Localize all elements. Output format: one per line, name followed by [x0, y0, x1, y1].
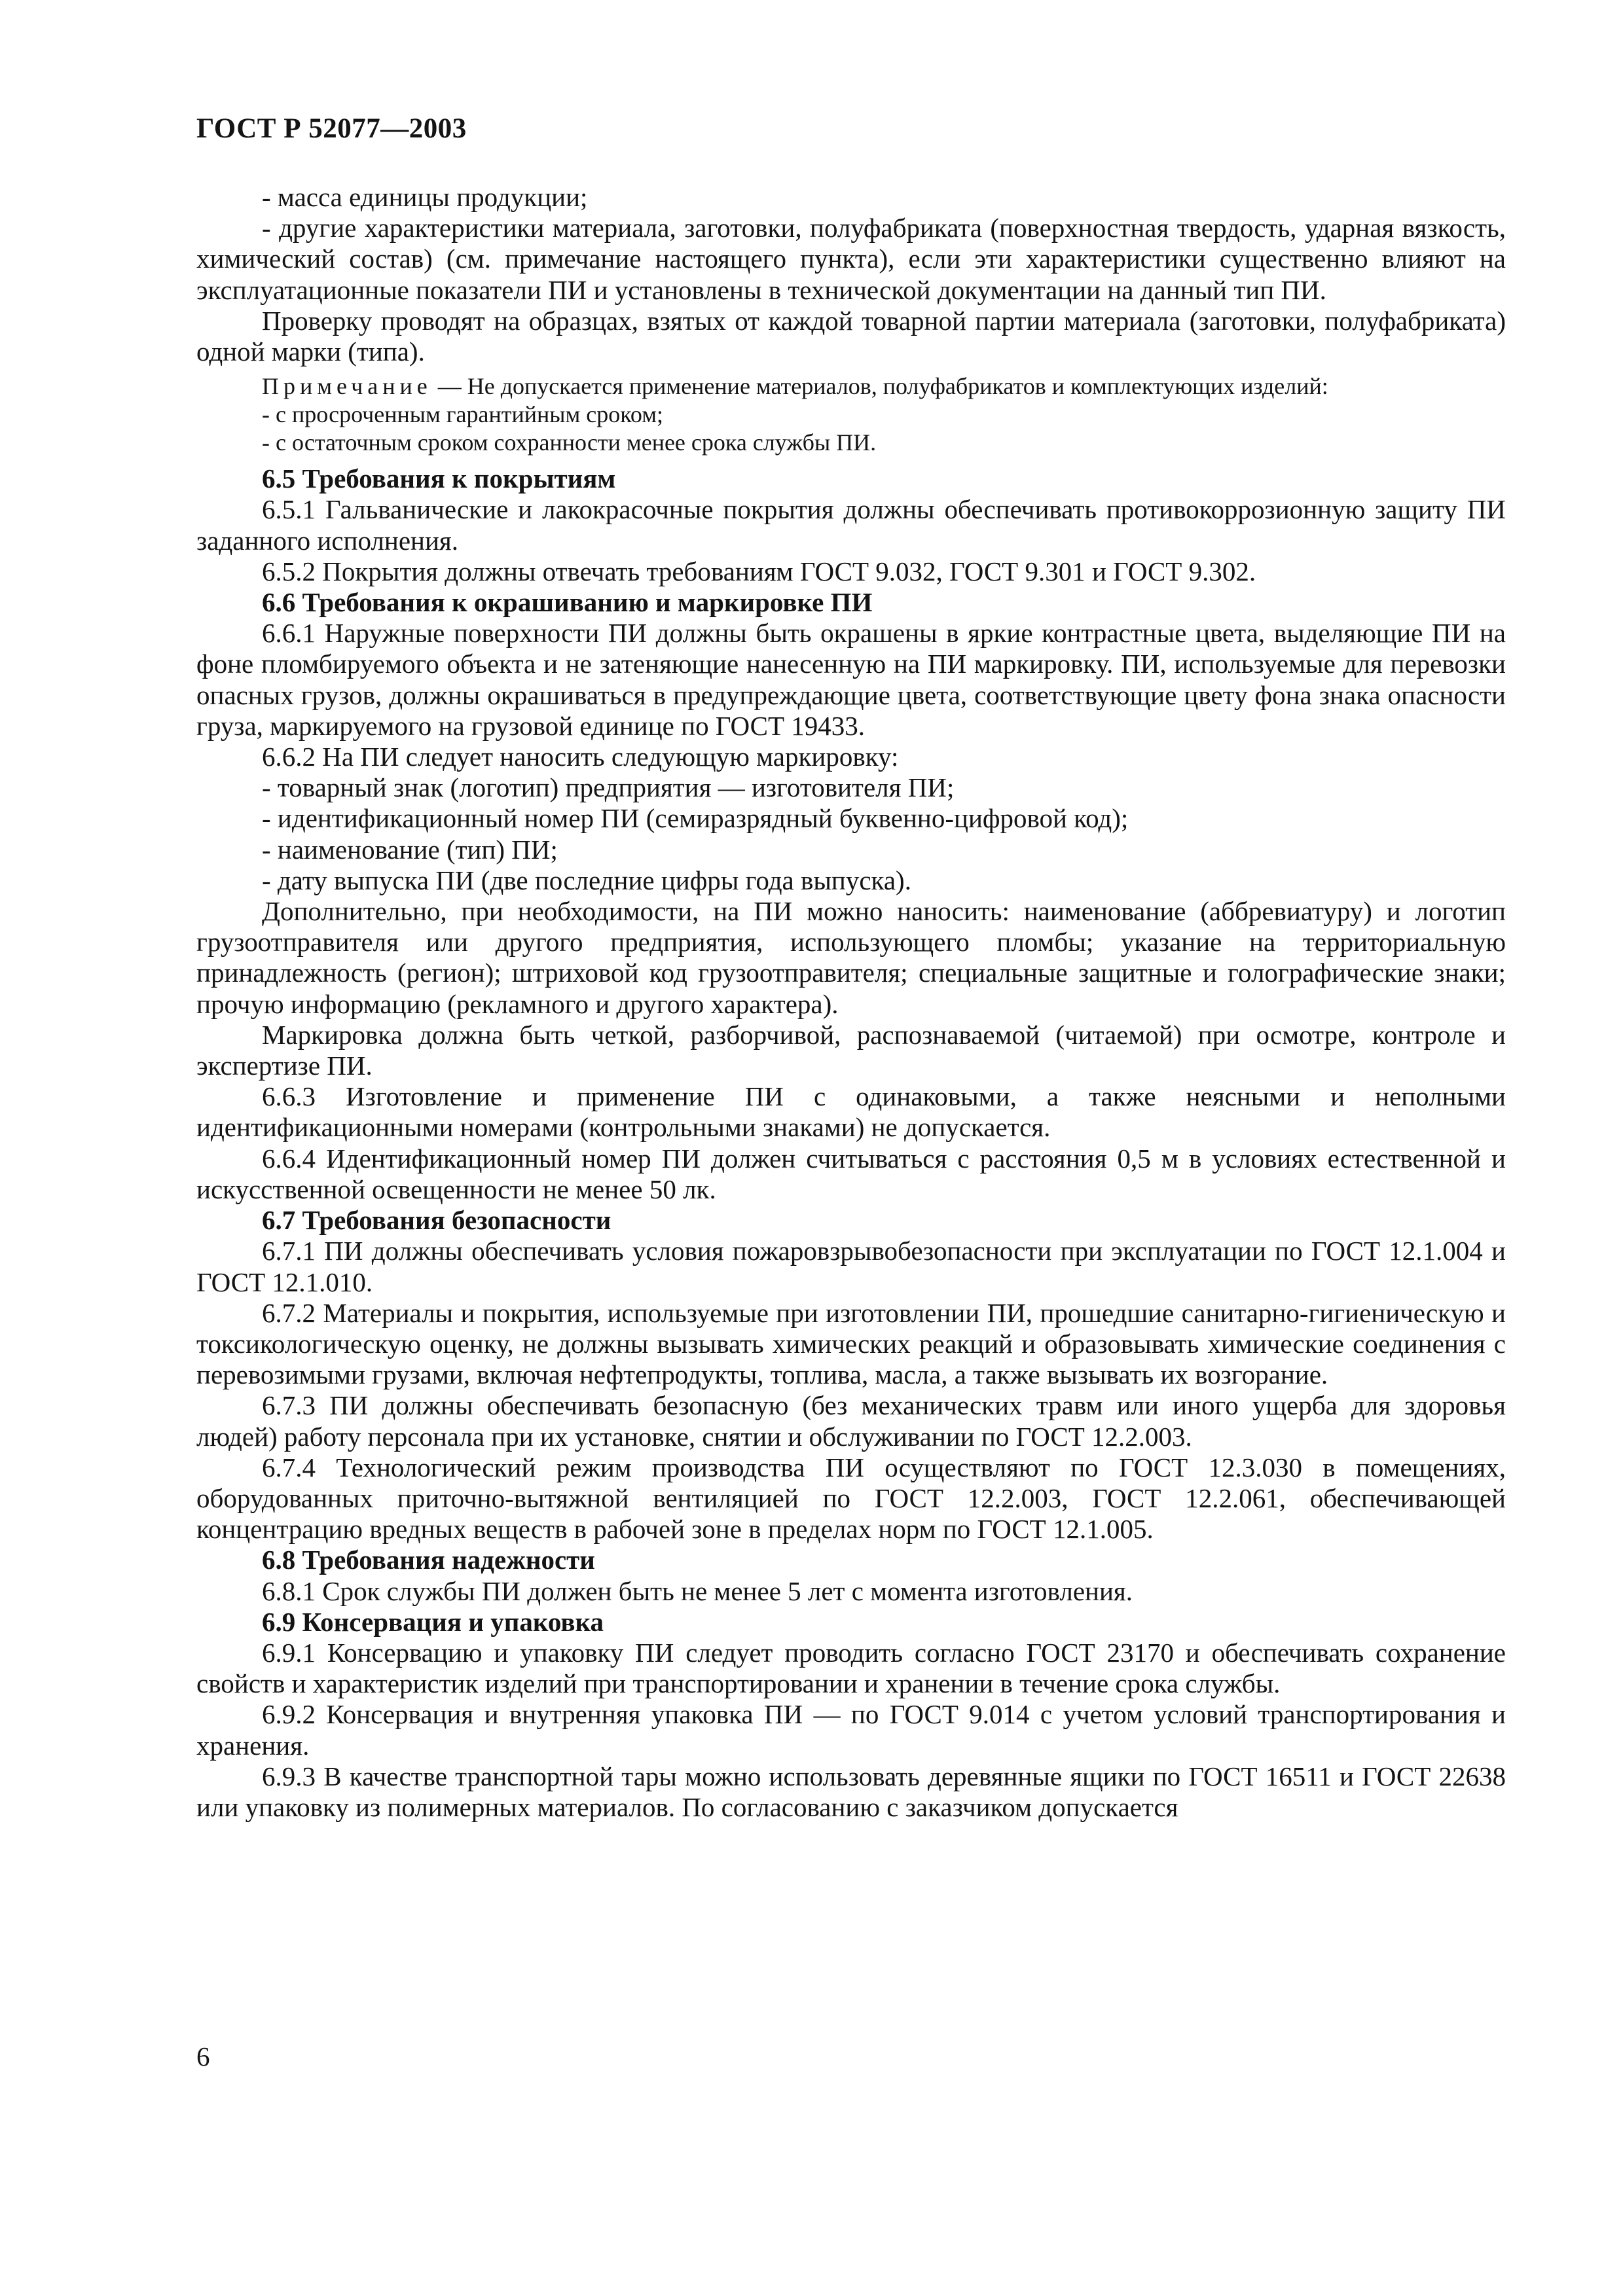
paragraph: 6.6.2 На ПИ следует наносить следующую маркировку: — [262, 742, 899, 772]
note-item: - с просроченным гарантийным сроком; — [262, 401, 663, 428]
page-number: 6 — [196, 2041, 210, 2072]
note-item: - с остаточным сроком сохранности менее срока службы ПИ. — [262, 429, 877, 456]
section-title: 6.5 Требования к покрытиям — [262, 463, 616, 494]
list-item: - наименование (тип) ПИ; — [262, 834, 558, 865]
paragraph: 6.6.1 Наружные поверхности ПИ должны быть окрашены в яркие контрастные цвета, выделяющие ПИ на фоне пломбируемого объекта и не затеняющие нанесенную на ПИ маркировку. ПИ, используемые для перевозки опасных грузов, должны окрашиваться в предупреждающие цвета, соответствующие цвету фона знака опасности груза, маркируемого на грузовой единице по ГОСТ 19433. — [196, 618, 1506, 741]
paragraph: 6.7.2 Материалы и покрытия, используемые при изготовлении ПИ, прошедшие санитарно-гигиеническую и токсикологическую оценку, не должны вызывать химических реакций и образовывать химические соединения с перевозимыми грузами, включая нефтепродукты, топлива, масла, а также вызывать их возгорание. — [196, 1297, 1506, 1390]
list-item: - масса единицы продукции; — [262, 182, 588, 212]
list-item: - товарный знак (логотип) предприятия — изготовителя ПИ; — [262, 772, 955, 803]
paragraph: 6.5.2 Покрытия должны отвечать требованиям ГОСТ 9.032, ГОСТ 9.301 и ГОСТ 9.302. — [262, 556, 1256, 586]
section-title: 6.8 Требования надежности — [262, 1545, 595, 1575]
note-text: — Не допускается применение материалов, полуфабрикатов и комплектующих изделий: — [437, 373, 1328, 400]
section-title: 6.9 Консервация и упаковка — [262, 1606, 604, 1637]
paragraph: 6.7.3 ПИ должны обеспечивать безопасную (без механических травм или иного ущерба для здоровья людей) работу персонала при их установке, снятии и обслуживании по ГОСТ 12.2.003. — [196, 1390, 1506, 1452]
paragraph: Маркировка должна быть четкой, разборчивой, распознаваемой (читаемой) при осмотре, контроле и экспертизе ПИ. — [196, 1019, 1506, 1081]
paragraph: 6.9.3 В качестве транспортной тары можно использовать деревянные ящики по ГОСТ 16511 и ГОСТ 22638 или упаковку из полимерных материалов. По согласованию с заказчиком допускается — [196, 1761, 1506, 1822]
document-body — [196, 182, 1506, 1823]
paragraph: Дополнительно, при необходимости, на ПИ можно наносить: наименование (аббревиатуру) и логотип грузоотправителя или другого предприятия, использующего пломбы; указание на территориальную принадлежность (регион); штриховой код грузоотправителя; специальные защитные и голографические знаки; прочую информацию (рекламного и другого характера). — [196, 896, 1506, 1019]
list-item: - другие характеристики материала, заготовки, полуфабриката (поверхностная твердость, ударная вязкость, химический состав) (см. примечание настоящего пункта), если эти характеристики существенно влияют на эксплуатационные показатели ПИ и установлены в технической документации на данный тип ПИ. — [196, 213, 1506, 305]
paragraph: 6.6.3 Изготовление и применение ПИ с одинаковыми, а также неясными и неполными идентификационными номерами (контрольными знаками) не допускается. — [196, 1081, 1506, 1143]
paragraph-check: Проверку проводят на образцах, взятых от каждой товарной партии материала (заготовки, полуфабриката) одной марки (типа). — [196, 305, 1506, 367]
paragraph: 6.7.4 Технологический режим производства ПИ осуществляют по ГОСТ 12.3.030 в помещениях, оборудованных приточно-вытяжной вентиляцией по ГОСТ 12.2.003, ГОСТ 12.2.061, обеспечивающей концентрацию вредных веществ в рабочей зоне в пределах норм по ГОСТ 12.1.005. — [196, 1452, 1506, 1545]
note-block — [196, 372, 1506, 457]
section-title: 6.6 Требования к окрашиванию и маркировке ПИ — [262, 587, 873, 618]
list-item: - дату выпуска ПИ (две последние цифры года выпуска). — [262, 865, 911, 895]
paragraph: 6.9.1 Консервацию и упаковку ПИ следует проводить согласно ГОСТ 23170 и обеспечивать сохранение свойств и характеристик изделий при транспортировании и хранении в течение срока службы. — [196, 1637, 1506, 1699]
list-item: - идентификационный номер ПИ (семиразрядный буквенно-цифровой код); — [262, 803, 1129, 834]
paragraph: 6.6.4 Идентификационный номер ПИ должен считываться с расстояния 0,5 м в условиях естественной и искусственной освещенности не менее 50 лк. — [196, 1143, 1506, 1204]
document-header: ГОСТ Р 52077—2003 — [196, 113, 467, 144]
paragraph: 6.5.1 Гальванические и лакокрасочные покрытия должны обеспечивать противокоррозионную защиту ПИ заданного исполнения. — [196, 494, 1506, 556]
note-label: Примечание — [262, 373, 432, 400]
paragraph: 6.8.1 Срок службы ПИ должен быть не менее 5 лет с момента изготовления. — [262, 1575, 1133, 1606]
paragraph: 6.7.1 ПИ должны обеспечивать условия пожаровзрывобезопасности при эксплуатации по ГОСТ 12.1.004 и ГОСТ 12.1.010. — [196, 1236, 1506, 1297]
paragraph: 6.9.2 Консервация и внутренняя упаковка ПИ — по ГОСТ 9.014 с учетом условий транспортирования и хранения. — [196, 1699, 1506, 1761]
section-title: 6.7 Требования безопасности — [262, 1205, 611, 1236]
note-line — [196, 372, 1506, 401]
